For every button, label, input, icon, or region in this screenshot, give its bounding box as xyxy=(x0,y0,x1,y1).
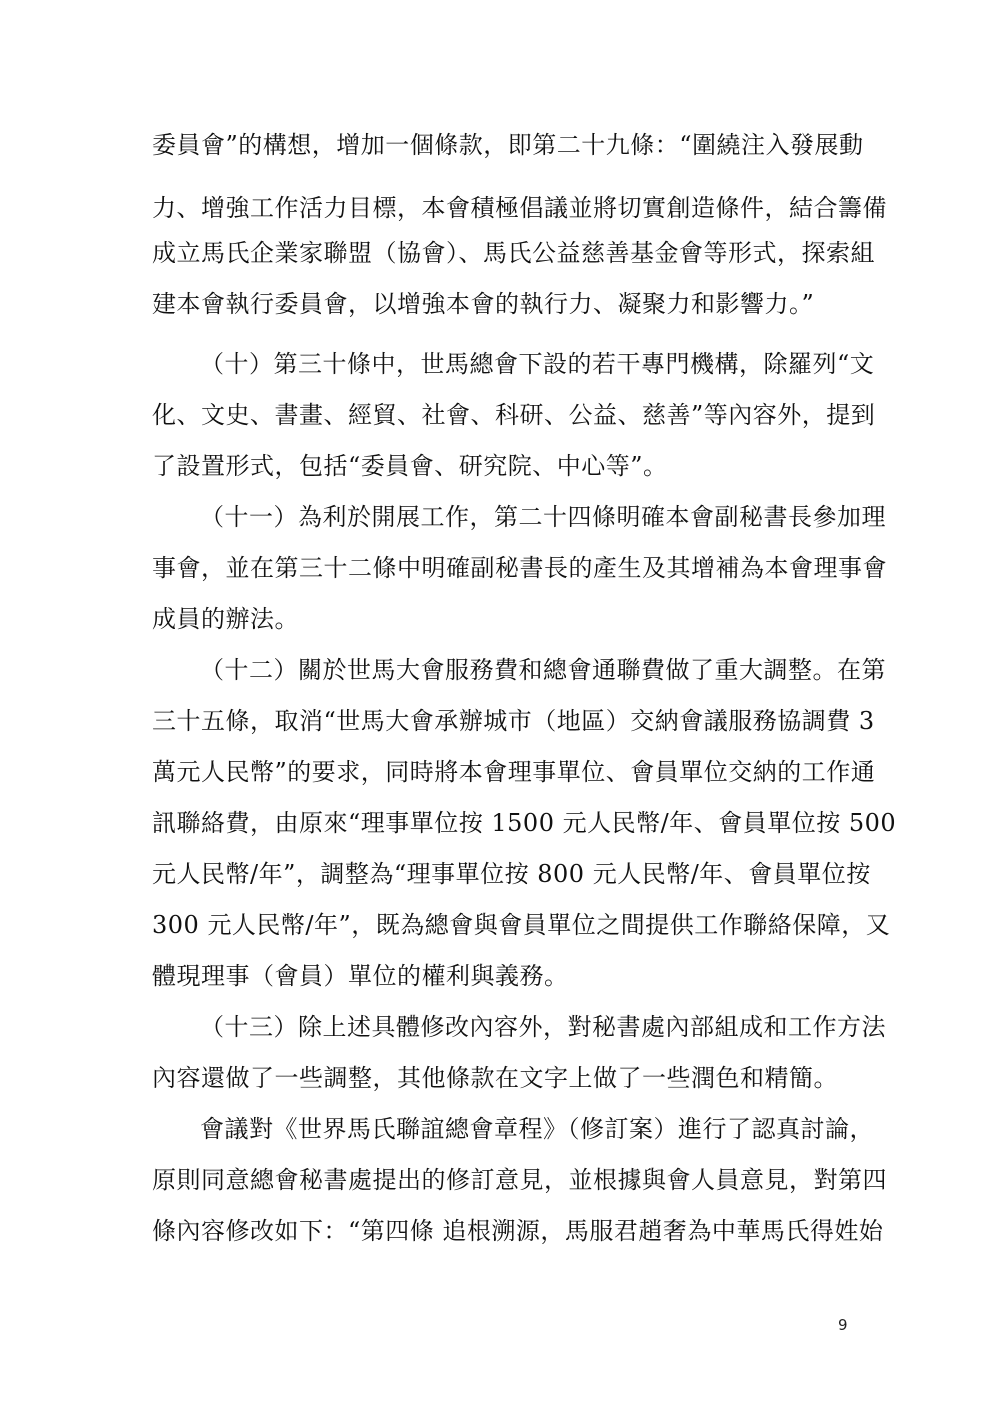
paragraph-10-line-3: 了設置形式，包括“委員會、研究院、中心等”。 xyxy=(152,452,668,480)
paragraph-13-line-1: （十三）除上述具體修改內容外，對秘書處內部組成和工作方法 xyxy=(200,1013,886,1041)
paragraph-12-line-2: 三十五條，取消“世馬大會承辦城市（地區）交納會議服務協調費 3 xyxy=(152,707,875,735)
paragraph-11-line-3: 成員的辦法。 xyxy=(152,605,299,633)
paragraph-11-line-1: （十一）為利於開展工作，第二十四條明確本會副秘書長參加理 xyxy=(200,503,886,531)
meeting-paragraph-line-2: 原則同意總會秘書處提出的修訂意見，並根據與會人員意見，對第四 xyxy=(152,1166,887,1194)
paragraph-12-line-5: 元人民幣/年”，調整為“理事單位按 800 元人民幣/年、會員單位按 xyxy=(152,860,871,888)
body-text-line-2: 力、增強工作活力目標，本會積極倡議並將切實創造條件，結合籌備 xyxy=(152,194,887,222)
paragraph-10-line-1: （十）第三十條中，世馬總會下設的若干專門機構，除羅列“文 xyxy=(200,350,875,378)
meeting-paragraph-line-3: 條內容修改如下：“第四條 追根溯源，馬服君趙奢為中華馬氏得姓始 xyxy=(152,1217,884,1245)
paragraph-10-line-2: 化、文史、書畫、經貿、社會、科研、公益、慈善”等內容外，提到 xyxy=(152,401,876,429)
paragraph-12-line-3: 萬元人民幣”的要求，同時將本會理事單位、會員單位交納的工作通 xyxy=(152,758,876,786)
paragraph-13-line-2: 內容還做了一些調整，其他條款在文字上做了一些潤色和精簡。 xyxy=(152,1064,838,1092)
meeting-paragraph-line-1: 會議對《世界馬氏聯誼總會章程》（修訂案）進行了認真討論， xyxy=(200,1115,874,1143)
paragraph-12-line-1: （十二）關於世馬大會服務費和總會通聯費做了重大調整。在第 xyxy=(200,656,886,684)
page-number: 9 xyxy=(838,1316,848,1334)
paragraph-12-line-7: 體現理事（會員）單位的權利與義務。 xyxy=(152,962,569,990)
body-text-line-1: 委員會”的構想，增加一個條款，即第二十九條：“圍繞注入發展動 xyxy=(152,131,864,159)
paragraph-12-line-6: 300 元人民幣/年”，既為總會與會員單位之間提供工作聯絡保障，又 xyxy=(152,911,891,939)
paragraph-12-line-4: 訊聯絡費，由原來“理事單位按 1500 元人民幣/年、會員單位按 500 xyxy=(152,809,897,837)
paragraph-11-line-2: 事會，並在第三十二條中明確副秘書長的產生及其增補為本會理事會 xyxy=(152,554,887,582)
body-text-line-3: 成立馬氏企業家聯盟（協會）、馬氏公益慈善基金會等形式，探索組 xyxy=(152,239,875,267)
body-text-line-4: 建本會執行委員會，以增強本會的執行力、凝聚力和影響力。” xyxy=(152,290,815,318)
